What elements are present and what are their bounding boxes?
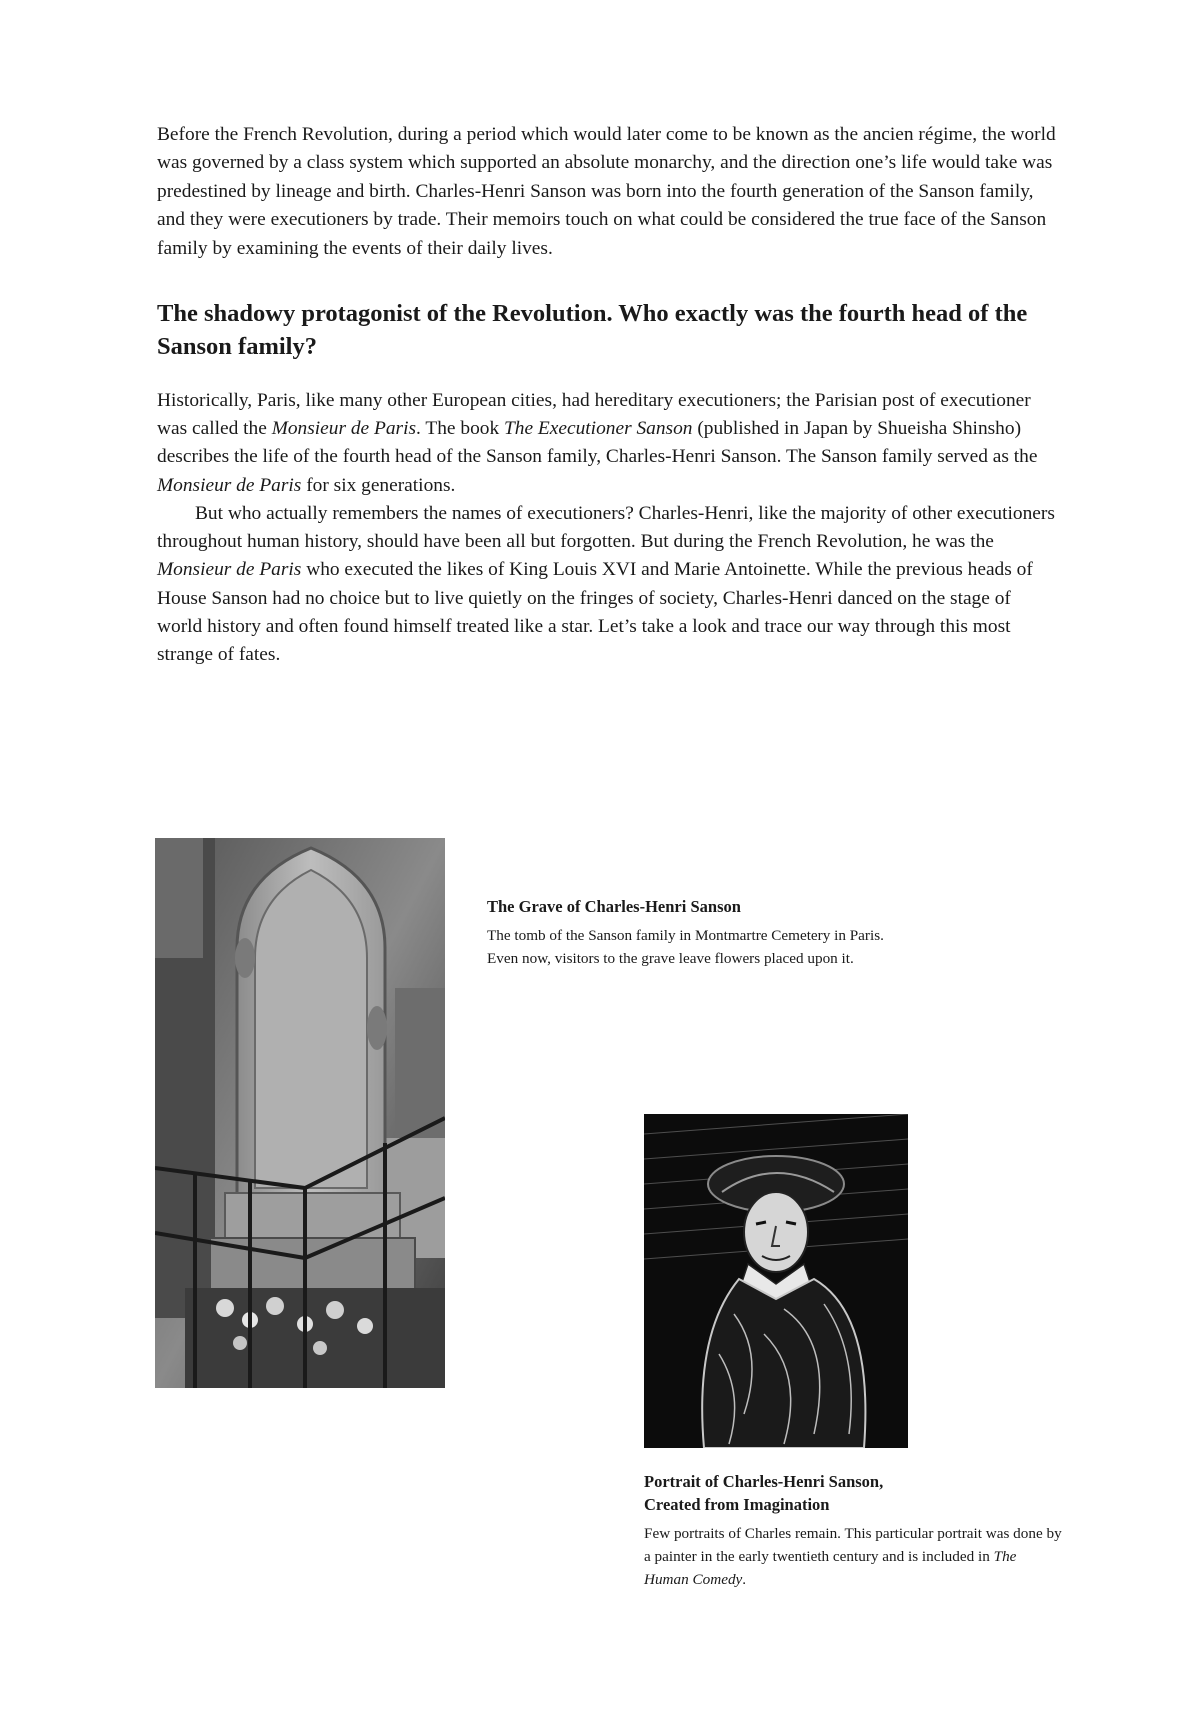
para1-italic-2: The Executioner Sanson [504,418,693,440]
grave-photo-art [155,838,445,1388]
para1-text-4: for six generations. [301,474,456,496]
body-paragraph-1 [157,387,1057,500]
grave-caption-line-2: Even now, visitors to the grave leave flowers placed upon it. [487,950,854,967]
body-paragraph-2 [157,500,1057,669]
portrait-caption-title [644,1470,1064,1516]
para1-italic-1: Monsieur de Paris [271,418,417,440]
portrait-caption-title-line-1: Portrait of Charles-Henri Sanson, [644,1472,884,1491]
para1-text-1: Historically, Paris, like many other European cities, had hereditary executioners; the Parisian post of executioner was called the [157,390,1031,440]
intro-paragraph: Before the French Revolution, during a period which would later come to be known as the ancien régime, the world was governed by a class system which supported an absolute monarchy, and the direction one’s life would take was predestined by lineage and birth. Charles-Henri Sanson was born into the fourth generation of the Sanson family, and they were executioners by trade. Their memoirs touch on what could be considered the true face of the Sanson family by examining the events of their daily lives. [157,124,1056,259]
para1-text-2: . The book [416,418,504,440]
para2-italic-1: Monsieur de Paris [157,559,302,581]
portrait-image [644,1114,908,1448]
grave-caption-line-1: The tomb of the Sanson family in Montmartre Cemetery in Paris. [487,927,884,944]
para1-text-3: (published in Japan by Shueisha Shinsho) describes the life of the fourth head of the Sanson family, Charles-Henri Sanson. The Sanson family served as the [157,418,1038,468]
portrait-caption-title-line-2: Created from Imagination [644,1495,830,1514]
grave-photo [155,838,445,1388]
portrait-caption-text [644,1522,1064,1591]
grave-caption-text [487,924,1047,970]
grave-caption-title: The Grave of Charles-Henri Sanson [487,897,741,916]
portrait-art [644,1114,908,1448]
para1-italic-3: Monsieur de Paris [157,474,302,496]
para2-text-2: who executed the likes of King Louis XVI and Marie Antoinette. While the previous heads of House Sanson had no choice but to live quietly on the fringes of society, Charles-Henri danced on the stage of world history and often found himself treated like a star. Let’s take a look and trace our way through this most strange of fates. [157,559,1033,666]
portrait-caption-italic: The Human Comedy [644,1548,1017,1588]
portrait-caption-text-1: Few portraits of Charles remain. This particular portrait was done by a painter in the early twentieth century and is included in [644,1525,1062,1565]
section-heading: The shadowy protagonist of the Revolution. Who exactly was the fourth head of the Sanson family? [157,300,1028,360]
portrait-caption-text-2: . [742,1571,747,1588]
para2-text-1: But who actually remembers the names of executioners? Charles-Henri, like the majority of other executioners throughout human history, should have been all but forgotten. But during the French Revolution, he was the [157,503,1055,553]
